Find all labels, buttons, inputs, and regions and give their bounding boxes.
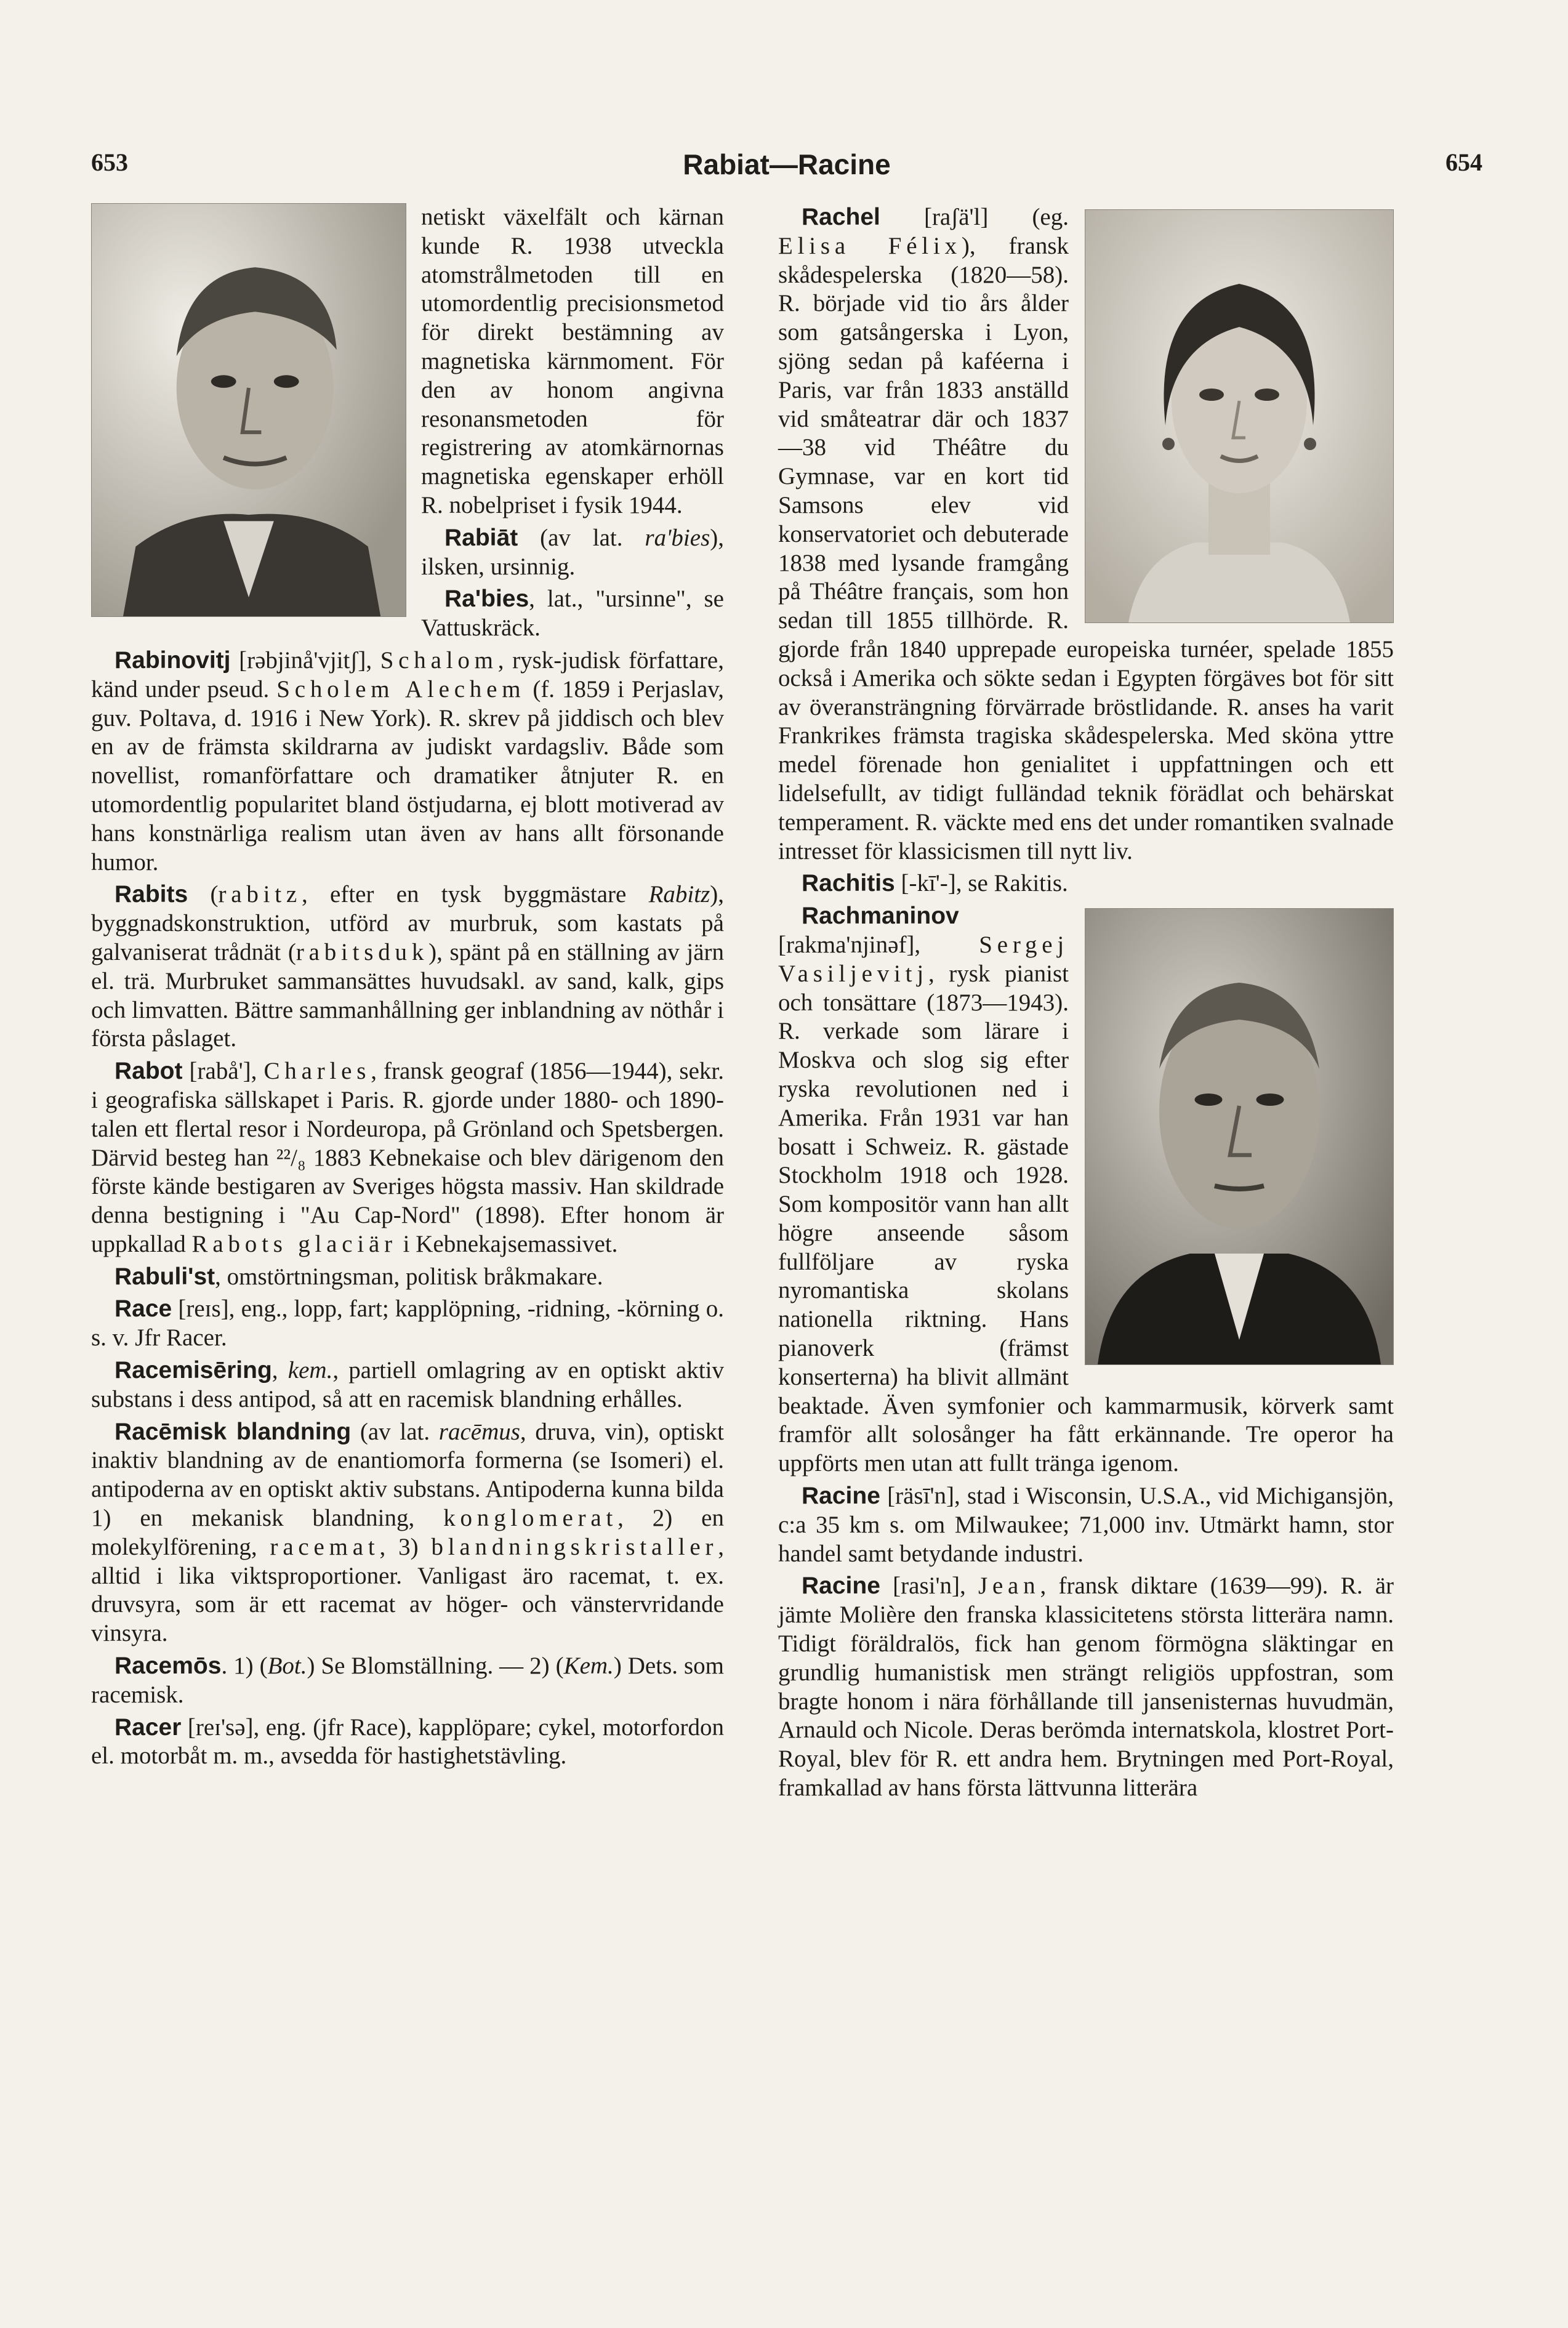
headword-race: Race — [115, 1295, 172, 1323]
entry-racemisk-blandning: Racēmisk blandning (av lat. racēmus, druva, vin), optiskt inaktiv blandning av de enantiomorfa formerna (se Isomeri) el. antipoderna av en optiskt aktiv substans. Antipoderna kunna bilda 1) en mekanisk blandning, konglomerat, 2) en molekylförening, racemat, 3) blandningskristaller, alltid i lika viktsproportioner. Vanligast äro racemat, t. ex. druvsyra, som är ett racemat av höger- och vänstervridande vinsyra. — [91, 1418, 725, 1647]
headword-racemisering: Racemisēring — [115, 1357, 272, 1384]
entry-rabinovitj: Rabinovitj [rəbjinå'vjitʃ], Schalom, rysk-judisk författare, känd under pseud. Scholem Alechem (f. 1859 i Perjaslav, guv. Poltava, d. 1916 i New York). R. skrev på jiddisch och blev en av de främsta skildrarna av judiskt vardagsliv. Både som novellist, romanförfattare och dramatiker åtnjuter R. en utomordentlig popularitet bland östjudarna, ej blott motiverad av hans konstnärliga realism utan även av hans allt försonande humor. — [91, 646, 724, 876]
entry-rachitis: Rachitis [-kī'-], se Rakitis. — [802, 870, 1068, 897]
entry-rabi-continued: netiskt växelfält och kärnan kunde R. 1938 utveckla atomstrålmetoden till en utomordentlig precisionsmetod för direkt bestämning av magnetiska kärnmoment. För den av honom angivna resonansmetoden för registrering av atomkärnornas magnetiska egenskaper erhöll R. nobelpriset i fysik 1944. — [421, 204, 724, 518]
portrait-rachel-photo — [1085, 209, 1394, 623]
headword-rabies: Ra'bies — [444, 586, 529, 613]
entry-rabiat: Rabiāt (av lat. ra'bies), ilsken, ursinnig. — [421, 524, 724, 580]
headword-rabiat: Rabiāt — [444, 524, 518, 551]
headword-rabot: Rabot — [115, 1058, 183, 1085]
entry-racine-city: Racine [räsī'n], stad i Wisconsin, U.S.A., vid Michigansjön, c:a 35 km s. om Milwaukee; 71,000 inv. Utmärkt hamn, stor handel samt betydande industri. — [778, 1483, 1394, 1567]
headword-racine-city: Racine — [802, 1483, 880, 1510]
portrait-rachmaninov-photo — [1085, 908, 1394, 1365]
entry-racemos: Racemōs. 1) (Bot.) Se Blomställning. — 2) (Kem.) Dets. som racemisk. — [91, 1653, 724, 1708]
headword-rabinovitj: Rabinovitj — [115, 646, 231, 674]
page-header — [91, 148, 1482, 185]
entry-rachmaninov: Rachmaninov [rakma'njinəf], Sergej Vasiljevitj, rysk pianist och tonsättare (1873—1943). R. verkade som lärare i Moskva och slog sig efter ryska revolutionen ned i Amerika. Från 1931 var han bosatt i Schweiz. R. gästade Stockholm 1918 och 1928. Som kompositör vann han allt högre anseende såsom fullföljare av ryska nyromantiska skolans nationella riktning. Hans pianoverk (främst konserterna) ha blivit allmänt beaktade. Även symfonier och kammarmusik, körverk samt framför allt solosånger ha fått erkännande. Tre operor ha uppförts men utan att fullt tränga igenom. — [778, 903, 1394, 1477]
right-page-number: 654 — [1445, 148, 1482, 176]
entry-rabies: Ra'bies, lat., "ursinne", se Vattuskräck. — [421, 586, 724, 642]
left-column — [91, 203, 724, 1774]
entry-rabot: Rabot [rabå'], Charles, fransk geograf (1856—1944), sekr. i geografiska sällskapet i Paris. R. gjorde under 1880- och 1890-talen ett flertal resor i Nordeuropa, på Grönland och Spetsbergen. Därvid besteg han ²²/₈ 1883 Kebnekaise och blev därigenom den förste kände bestigaren av Sveriges högsta massiv. Han skildrade denna bestigning i "Au Cap-Nord" (1898). Efter honom är uppkallad Rabots glaciär i Kebnekajsemassivet. — [91, 1058, 725, 1257]
left-page-number: 653 — [91, 148, 128, 176]
entry-race: Race [reɪs], eng., lopp, fart; kapplöpning, -ridning, -körning o. s. v. Jfr Racer. — [91, 1295, 724, 1351]
headword-rabulist: Rabuli'st — [115, 1263, 215, 1290]
headword-rabits: Rabits — [115, 881, 188, 908]
entry-racemisering: Racemisēring, kem., partiell omlagring av en optiskt aktiv substans i dess antipod, så att en racemisk blandning erhålles. — [91, 1357, 724, 1412]
headword-rachel: Rachel — [802, 204, 880, 230]
entry-racine-jean: Racine [rasi'n], Jean, fransk diktare (1639—99). R. är jämte Molière den franska klassicitetens största litterära namn. Tidigt föräldralös, fick han genom förmögna släktingar en grundlig humanistisk men strängt religiös uppfostran, som bragte honom i nära förhållande till jansenisternas huvudmän, Arnauld och Nicole. Deras berömda internatskola, klostret Port-Royal, blev för R. ett andra hem. Brytningen med Port-Royal, framkallad av hans första lättvunna litterära — [778, 1573, 1394, 1802]
entry-racer: Racer [reɪ'sə], eng. (jfr Race), kapplöpare; cykel, motorfordon el. motorbåt m. m., avsedda för hastighetstävling. — [91, 1714, 724, 1770]
headword-rachmaninov: Rachmaninov — [802, 903, 959, 930]
entry-rachel: Rachel [raʃä'l] (eg. Elisa Félix), fransk skådespelerska (1820—58). R. började vid tio års ålder som gatsångerska i Lyon, sjöng sedan på kaféerna i Paris, var från 1833 anställd vid småteatrar där och 1837—38 vid Théâtre du Gymnase, var en kort tid Samsons elev vid konservatoriet och debuterade 1838 med lysande framgång på Théâtre français, som hon sedan till 1855 tillhörde. R. gjorde från 1840 upprepade europeiska turnéer, spelade 1855 också i Amerika och sökte sedan i Egypten förgäves bot för sitt av överansträngning förvärrade bröstlidande. R. anses ha varit Frankrikes främsta tragiska skådespelerska. Med sköna yttre medel förenade hon genialitet i uppfattningen och ett lidelsefullt, av tidigt fulländad teknik förädlat och behärskat temperament. R. väckte med ens det under romantiken svalnade intresset för klassicismen till nytt liv. — [778, 204, 1394, 864]
headword-racine-jean: Racine — [802, 1573, 880, 1600]
entry-rabulist: Rabuli'st, omstörtningsman, politisk bråkmakare. — [115, 1263, 603, 1290]
headword-rachitis: Rachitis — [802, 870, 895, 897]
running-title: Rabiat—Racine — [683, 148, 891, 180]
right-column — [778, 203, 1394, 1806]
entry-rabits: Rabits (rabitz, efter en tysk byggmästare Rabitz), byggnadskonstruktion, utförd av murbruk, som kastats på galvaniserat trådnät (rabitsduk), spänt på en ställning av järn el. trä. Murbruket sammansättes huvudsakl. av sand, kalk, gips och limvatten. Bättre sammanhållning ger inblandning av nöthår i första påslaget. — [91, 881, 724, 1052]
headword-racemos: Racemōs — [115, 1653, 222, 1680]
headword-racemisk-blandning: Racēmisk blandning — [115, 1418, 352, 1445]
portrait-rabi-photo — [91, 203, 406, 617]
headword-racer: Racer — [115, 1714, 182, 1741]
